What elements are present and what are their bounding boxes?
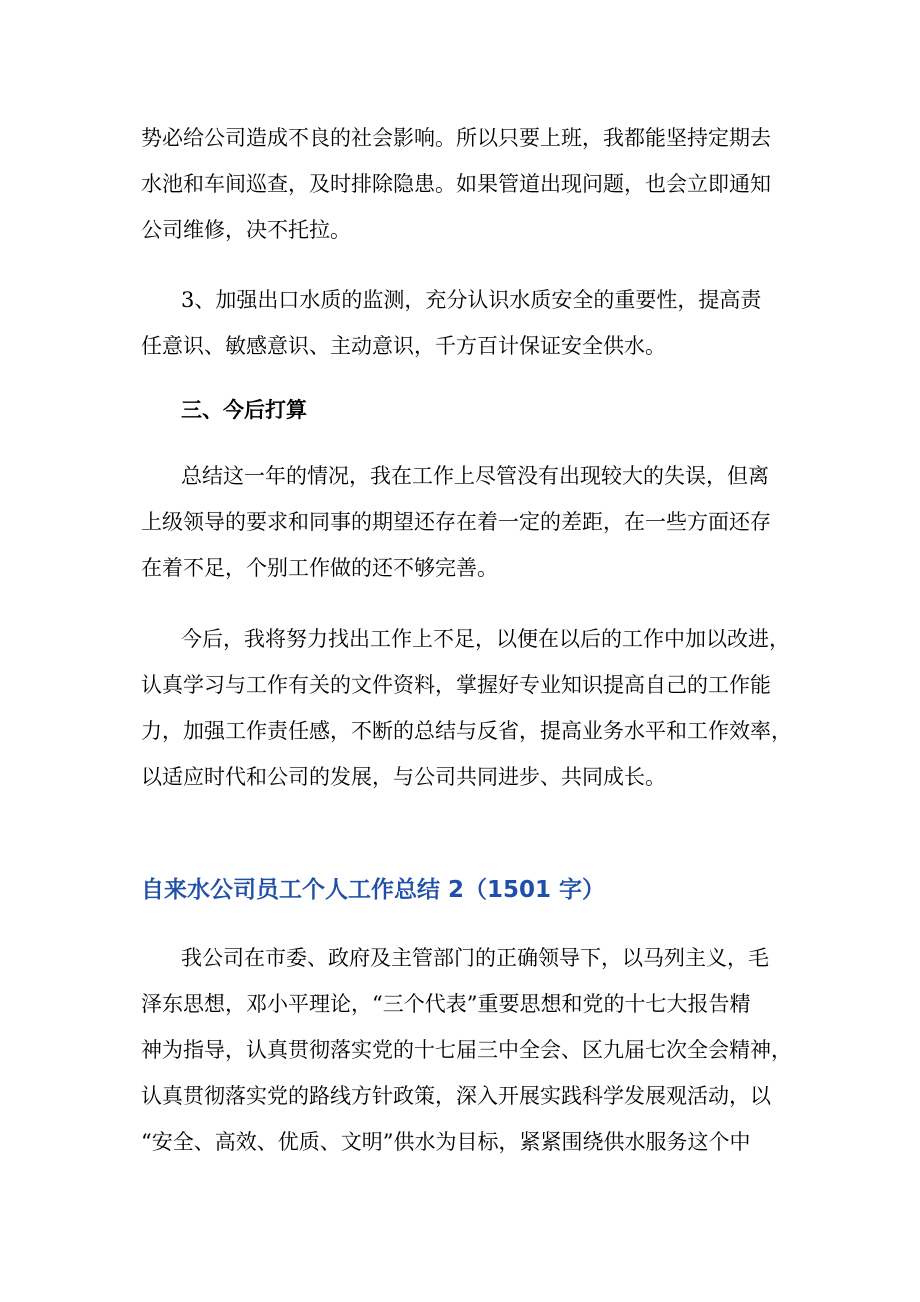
text-line: 上级领导的要求和同事的期望还存在着一定的差距，在一些方面还存 [141,510,771,534]
section-heading-text: 三、今后打算 [181,397,307,422]
text-line: 任意识、敏感意识、主动意识，千方百计保证安全供水。 [141,334,666,358]
text-line: 泽东思想，邓小平理论，“三个代表”重要思想和党的十七大报告精 [141,992,751,1016]
text-line: 神为指导，认真贯彻落实党的十七届三中全会、区九届七次全会精神， [141,1038,792,1062]
text-line: 总结这一年的情况，我在工作上尽管没有出现较大的失误，但离 [181,464,769,488]
text-line: 势必给公司造成不良的社会影响。所以只要上班，我都能坚持定期去 [141,126,771,150]
paragraph-water-quality [141,286,783,378]
text-line: 以适应时代和公司的发展，与公司共同进步、共同成长。 [141,765,666,789]
section-heading [181,396,823,424]
text-line: 力，加强工作责任感，不断的总结与反省，提高业务水平和工作效率， [141,719,792,743]
paragraph-future-plan [141,625,792,809]
text-line: 在着不足，个别工作做的还不够完善。 [141,556,498,580]
paragraph-company-intro [141,944,792,1174]
article-heading: 自来水公司员工个人工作总结 2（1501 字） [141,877,606,903]
text-line: “安全、高效、优质、文明”供水为目标，紧紧围绕供水服务这个中 [141,1130,751,1154]
text-line: 今后，我将努力找出工作上不足，以便在以后的工作中加以改进， [181,627,790,651]
text-line: 3、加强出口水质的监测，充分认识水质安全的重要性，提高责 [181,288,762,312]
paragraph-summary [141,462,783,600]
paragraph-inspection [141,124,783,262]
text-line: 水池和车间巡查，及时排除隐患。如果管道出现问题，也会立即通知 [141,172,771,196]
text-line: 认真贯彻落实党的路线方针政策，深入开展实践科学发展观活动，以 [141,1084,771,1108]
text-line: 认真学习与工作有关的文件资料，掌握好专业知识提高自己的工作能 [141,673,771,697]
text-line: 我公司在市委、政府及主管部门的正确领导下，以马列主义，毛 [181,946,769,970]
text-line: 公司维修，决不托拉。 [141,218,351,242]
